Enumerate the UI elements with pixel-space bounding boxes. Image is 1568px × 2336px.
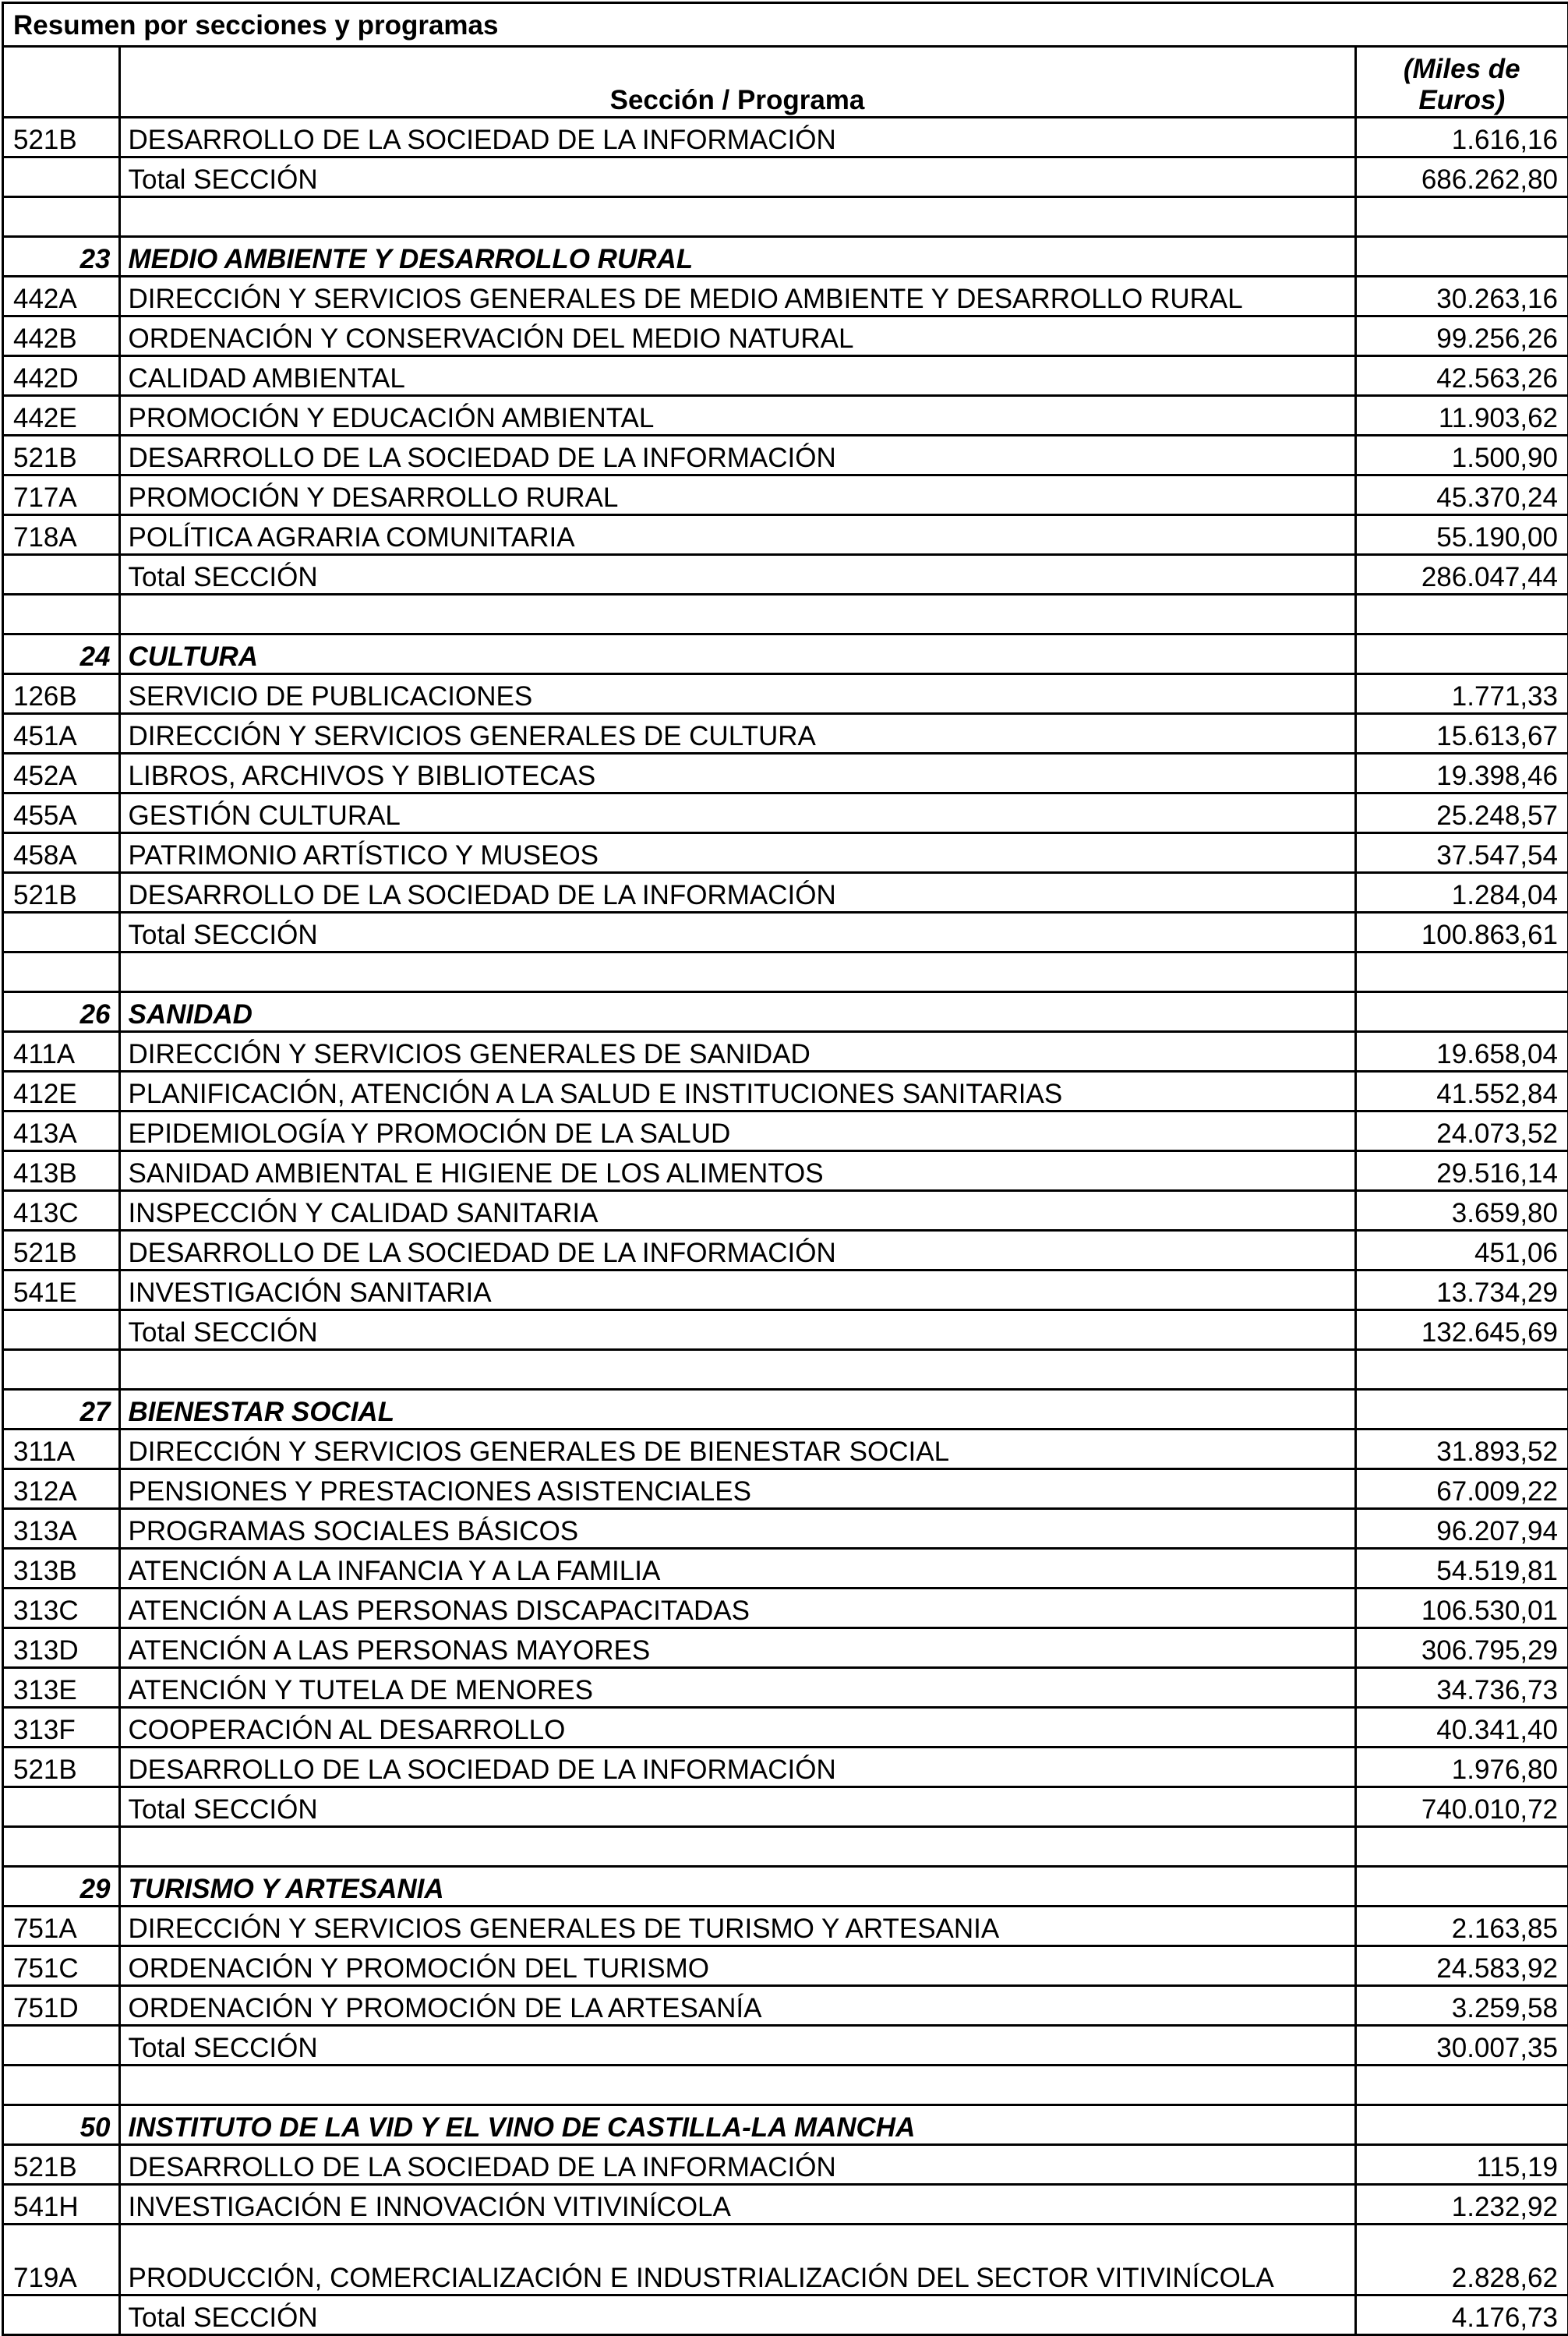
section-total-row bbox=[4, 555, 1567, 595]
total-label: Total SECCIÓN bbox=[119, 1787, 1355, 1827]
program-code bbox=[4, 1787, 119, 1827]
program-name: PROGRAMAS SOCIALES BÁSICOS bbox=[119, 1509, 1355, 1549]
empty-cell bbox=[1355, 1350, 1567, 1390]
program-code: 312A bbox=[4, 1469, 119, 1509]
program-code: 26 bbox=[4, 992, 119, 1032]
budget-table bbox=[4, 48, 1567, 2336]
program-amount: 34.736,73 bbox=[1355, 1668, 1567, 1708]
program-name: PROMOCIÓN Y DESARROLLO RURAL bbox=[119, 475, 1355, 515]
program-row bbox=[4, 1708, 1567, 1748]
program-code: 411A bbox=[4, 1032, 119, 1072]
header-code-cell bbox=[4, 48, 119, 118]
total-label: Total SECCIÓN bbox=[119, 913, 1355, 952]
empty-cell bbox=[1355, 595, 1567, 634]
program-code bbox=[4, 157, 119, 197]
program-name: DESARROLLO DE LA SOCIEDAD DE LA INFORMACIÓN bbox=[119, 118, 1355, 157]
program-row bbox=[4, 1469, 1567, 1509]
program-row bbox=[4, 1628, 1567, 1668]
program-name: LIBROS, ARCHIVOS Y BIBLIOTECAS bbox=[119, 754, 1355, 793]
program-name: PENSIONES Y PRESTACIONES ASISTENCIALES bbox=[119, 1469, 1355, 1509]
program-code: 311A bbox=[4, 1430, 119, 1469]
total-amount: 132.645,69 bbox=[1355, 1310, 1567, 1350]
program-code: 313D bbox=[4, 1628, 119, 1668]
section-header-row bbox=[4, 2105, 1567, 2145]
program-code: 126B bbox=[4, 674, 119, 714]
program-code: 413C bbox=[4, 1191, 119, 1231]
program-row bbox=[4, 674, 1567, 714]
program-amount bbox=[1355, 992, 1567, 1032]
empty-cell bbox=[4, 1350, 119, 1390]
header-section-program: Sección / Programa bbox=[119, 48, 1355, 118]
program-amount: 115,19 bbox=[1355, 2145, 1567, 2185]
program-code: 717A bbox=[4, 475, 119, 515]
program-code: 313C bbox=[4, 1589, 119, 1628]
section-name: SANIDAD bbox=[119, 992, 1355, 1032]
program-name: SANIDAD AMBIENTAL E HIGIENE DE LOS ALIMENTOS bbox=[119, 1151, 1355, 1191]
program-amount: 1.232,92 bbox=[1355, 2185, 1567, 2225]
program-amount: 1.284,04 bbox=[1355, 873, 1567, 913]
program-row bbox=[4, 1151, 1567, 1191]
program-amount: 1.976,80 bbox=[1355, 1748, 1567, 1787]
program-code: 521B bbox=[4, 1748, 119, 1787]
empty-cell bbox=[1355, 1827, 1567, 1867]
empty-cell bbox=[1355, 197, 1567, 237]
program-amount: 11.903,62 bbox=[1355, 396, 1567, 436]
section-total-row bbox=[4, 2295, 1567, 2335]
program-amount: 1.500,90 bbox=[1355, 436, 1567, 475]
program-code: 455A bbox=[4, 793, 119, 833]
program-name: PATRIMONIO ARTÍSTICO Y MUSEOS bbox=[119, 833, 1355, 873]
program-amount bbox=[1355, 634, 1567, 674]
program-code: 521B bbox=[4, 873, 119, 913]
section-name: MEDIO AMBIENTE Y DESARROLLO RURAL bbox=[119, 237, 1355, 277]
program-name: PROMOCIÓN Y EDUCACIÓN AMBIENTAL bbox=[119, 396, 1355, 436]
program-code: 442A bbox=[4, 277, 119, 316]
program-row bbox=[4, 1430, 1567, 1469]
program-name: INVESTIGACIÓN SANITARIA bbox=[119, 1270, 1355, 1310]
empty-cell bbox=[4, 952, 119, 992]
blank-row bbox=[4, 2066, 1567, 2105]
program-amount: 3.659,80 bbox=[1355, 1191, 1567, 1231]
program-code bbox=[4, 555, 119, 595]
blank-row bbox=[4, 1827, 1567, 1867]
section-name: BIENESTAR SOCIAL bbox=[119, 1390, 1355, 1430]
program-amount: 451,06 bbox=[1355, 1231, 1567, 1270]
program-amount bbox=[1355, 2105, 1567, 2145]
program-row bbox=[4, 1032, 1567, 1072]
program-row bbox=[4, 2185, 1567, 2225]
total-amount: 286.047,44 bbox=[1355, 555, 1567, 595]
section-name: INSTITUTO DE LA VID Y EL VINO DE CASTILLA-LA MANCHA bbox=[119, 2105, 1355, 2145]
program-code: 458A bbox=[4, 833, 119, 873]
program-code: 442E bbox=[4, 396, 119, 436]
program-code: 313F bbox=[4, 1708, 119, 1748]
program-code: 23 bbox=[4, 237, 119, 277]
empty-cell bbox=[119, 1827, 1355, 1867]
program-row bbox=[4, 1191, 1567, 1231]
program-row bbox=[4, 1270, 1567, 1310]
program-row bbox=[4, 118, 1567, 157]
program-name: EPIDEMIOLOGÍA Y PROMOCIÓN DE LA SALUD bbox=[119, 1111, 1355, 1151]
program-name: DESARROLLO DE LA SOCIEDAD DE LA INFORMACIÓN bbox=[119, 1748, 1355, 1787]
program-code: 413B bbox=[4, 1151, 119, 1191]
program-row bbox=[4, 1986, 1567, 2026]
total-amount: 740.010,72 bbox=[1355, 1787, 1567, 1827]
program-amount: 306.795,29 bbox=[1355, 1628, 1567, 1668]
empty-cell bbox=[119, 952, 1355, 992]
program-name: GESTIÓN CULTURAL bbox=[119, 793, 1355, 833]
program-row bbox=[4, 396, 1567, 436]
total-amount: 100.863,61 bbox=[1355, 913, 1567, 952]
program-code: 412E bbox=[4, 1072, 119, 1111]
program-amount: 45.370,24 bbox=[1355, 475, 1567, 515]
program-row bbox=[4, 1072, 1567, 1111]
program-code: 29 bbox=[4, 1867, 119, 1907]
program-row bbox=[4, 515, 1567, 555]
program-amount: 54.519,81 bbox=[1355, 1549, 1567, 1589]
program-name: DIRECCIÓN Y SERVICIOS GENERALES DE SANIDAD bbox=[119, 1032, 1355, 1072]
section-total-row bbox=[4, 913, 1567, 952]
blank-row bbox=[4, 197, 1567, 237]
program-row bbox=[4, 2225, 1567, 2295]
program-row bbox=[4, 714, 1567, 754]
program-code bbox=[4, 2295, 119, 2335]
program-amount: 30.263,16 bbox=[1355, 277, 1567, 316]
total-label: Total SECCIÓN bbox=[119, 555, 1355, 595]
program-code: 50 bbox=[4, 2105, 119, 2145]
program-code: 541H bbox=[4, 2185, 119, 2225]
program-name: SERVICIO DE PUBLICACIONES bbox=[119, 674, 1355, 714]
empty-cell bbox=[4, 595, 119, 634]
section-header-row bbox=[4, 992, 1567, 1032]
program-row bbox=[4, 1231, 1567, 1270]
program-row bbox=[4, 1589, 1567, 1628]
blank-row bbox=[4, 952, 1567, 992]
sheet-title: Resumen por secciones y programas bbox=[4, 4, 1567, 48]
program-amount bbox=[1355, 1867, 1567, 1907]
section-header-row bbox=[4, 634, 1567, 674]
table-header-row bbox=[4, 48, 1567, 118]
program-name: ORDENACIÓN Y CONSERVACIÓN DEL MEDIO NATURAL bbox=[119, 316, 1355, 356]
total-label: Total SECCIÓN bbox=[119, 157, 1355, 197]
program-name: INVESTIGACIÓN E INNOVACIÓN VITIVINÍCOLA bbox=[119, 2185, 1355, 2225]
program-code: 718A bbox=[4, 515, 119, 555]
blank-row bbox=[4, 1350, 1567, 1390]
program-code: 313B bbox=[4, 1549, 119, 1589]
total-label: Total SECCIÓN bbox=[119, 1310, 1355, 1350]
program-amount: 3.259,58 bbox=[1355, 1986, 1567, 2026]
program-amount: 24.583,92 bbox=[1355, 1946, 1567, 1986]
program-row bbox=[4, 1549, 1567, 1589]
program-code: 27 bbox=[4, 1390, 119, 1430]
empty-cell bbox=[4, 2066, 119, 2105]
program-row bbox=[4, 873, 1567, 913]
program-amount bbox=[1355, 1390, 1567, 1430]
program-amount: 42.563,26 bbox=[1355, 356, 1567, 396]
program-amount: 24.073,52 bbox=[1355, 1111, 1567, 1151]
program-name: ATENCIÓN A LA INFANCIA Y A LA FAMILIA bbox=[119, 1549, 1355, 1589]
program-code: 521B bbox=[4, 118, 119, 157]
section-name: CULTURA bbox=[119, 634, 1355, 674]
program-name: DESARROLLO DE LA SOCIEDAD DE LA INFORMACIÓN bbox=[119, 2145, 1355, 2185]
empty-cell bbox=[1355, 2066, 1567, 2105]
program-code: 719A bbox=[4, 2225, 119, 2295]
program-row bbox=[4, 1907, 1567, 1946]
program-code: 451A bbox=[4, 714, 119, 754]
blank-row bbox=[4, 595, 1567, 634]
program-name: ATENCIÓN A LAS PERSONAS DISCAPACITADAS bbox=[119, 1589, 1355, 1628]
program-row bbox=[4, 833, 1567, 873]
program-name: DIRECCIÓN Y SERVICIOS GENERALES DE CULTURA bbox=[119, 714, 1355, 754]
program-code: 751D bbox=[4, 1986, 119, 2026]
program-amount: 37.547,54 bbox=[1355, 833, 1567, 873]
section-total-row bbox=[4, 1310, 1567, 1350]
program-row bbox=[4, 475, 1567, 515]
empty-cell bbox=[119, 595, 1355, 634]
program-name: ATENCIÓN A LAS PERSONAS MAYORES bbox=[119, 1628, 1355, 1668]
program-row bbox=[4, 1111, 1567, 1151]
header-units: (Miles de Euros) bbox=[1355, 48, 1567, 118]
budget-table-body bbox=[4, 48, 1567, 2335]
program-name: DESARROLLO DE LA SOCIEDAD DE LA INFORMACIÓN bbox=[119, 436, 1355, 475]
program-amount: 106.530,01 bbox=[1355, 1589, 1567, 1628]
program-amount: 99.256,26 bbox=[1355, 316, 1567, 356]
program-code: 521B bbox=[4, 2145, 119, 2185]
program-amount: 13.734,29 bbox=[1355, 1270, 1567, 1310]
total-amount: 30.007,35 bbox=[1355, 2026, 1567, 2066]
program-amount: 19.398,46 bbox=[1355, 754, 1567, 793]
empty-cell bbox=[1355, 952, 1567, 992]
budget-summary-sheet bbox=[2, 2, 1568, 2336]
program-amount: 15.613,67 bbox=[1355, 714, 1567, 754]
program-code bbox=[4, 2026, 119, 2066]
program-row bbox=[4, 316, 1567, 356]
program-row bbox=[4, 754, 1567, 793]
program-name: PRODUCCIÓN, COMERCIALIZACIÓN E INDUSTRIALIZACIÓN DEL SECTOR VITIVINÍCOLA bbox=[119, 2225, 1355, 2295]
program-name: COOPERACIÓN AL DESARROLLO bbox=[119, 1708, 1355, 1748]
section-total-row bbox=[4, 157, 1567, 197]
program-amount: 96.207,94 bbox=[1355, 1509, 1567, 1549]
program-code bbox=[4, 913, 119, 952]
program-code: 452A bbox=[4, 754, 119, 793]
program-name: DIRECCIÓN Y SERVICIOS GENERALES DE BIENESTAR SOCIAL bbox=[119, 1430, 1355, 1469]
program-code: 313E bbox=[4, 1668, 119, 1708]
program-code bbox=[4, 1310, 119, 1350]
program-name: DESARROLLO DE LA SOCIEDAD DE LA INFORMACIÓN bbox=[119, 873, 1355, 913]
program-row bbox=[4, 1946, 1567, 1986]
program-name: CALIDAD AMBIENTAL bbox=[119, 356, 1355, 396]
empty-cell bbox=[4, 197, 119, 237]
program-amount: 40.341,40 bbox=[1355, 1708, 1567, 1748]
program-name: INSPECCIÓN Y CALIDAD SANITARIA bbox=[119, 1191, 1355, 1231]
program-name: DIRECCIÓN Y SERVICIOS GENERALES DE MEDIO AMBIENTE Y DESARROLLO RURAL bbox=[119, 277, 1355, 316]
empty-cell bbox=[4, 1827, 119, 1867]
program-code: 313A bbox=[4, 1509, 119, 1549]
section-name: TURISMO Y ARTESANIA bbox=[119, 1867, 1355, 1907]
program-amount: 1.616,16 bbox=[1355, 118, 1567, 157]
program-name: POLÍTICA AGRARIA COMUNITARIA bbox=[119, 515, 1355, 555]
program-amount: 41.552,84 bbox=[1355, 1072, 1567, 1111]
program-amount bbox=[1355, 237, 1567, 277]
program-amount: 31.893,52 bbox=[1355, 1430, 1567, 1469]
program-code: 541E bbox=[4, 1270, 119, 1310]
section-header-row bbox=[4, 237, 1567, 277]
section-total-row bbox=[4, 1787, 1567, 1827]
program-code: 24 bbox=[4, 634, 119, 674]
program-code: 521B bbox=[4, 436, 119, 475]
empty-cell bbox=[119, 197, 1355, 237]
program-amount: 55.190,00 bbox=[1355, 515, 1567, 555]
program-code: 413A bbox=[4, 1111, 119, 1151]
program-row bbox=[4, 2145, 1567, 2185]
program-amount: 2.163,85 bbox=[1355, 1907, 1567, 1946]
program-name: ORDENACIÓN Y PROMOCIÓN DEL TURISMO bbox=[119, 1946, 1355, 1986]
program-code: 521B bbox=[4, 1231, 119, 1270]
program-name: ATENCIÓN Y TUTELA DE MENORES bbox=[119, 1668, 1355, 1708]
program-code: 751C bbox=[4, 1946, 119, 1986]
program-amount: 67.009,22 bbox=[1355, 1469, 1567, 1509]
program-row bbox=[4, 436, 1567, 475]
program-name: DESARROLLO DE LA SOCIEDAD DE LA INFORMACIÓN bbox=[119, 1231, 1355, 1270]
total-label: Total SECCIÓN bbox=[119, 2295, 1355, 2335]
program-row bbox=[4, 793, 1567, 833]
program-row bbox=[4, 1748, 1567, 1787]
program-code: 442D bbox=[4, 356, 119, 396]
empty-cell bbox=[119, 2066, 1355, 2105]
program-code: 442B bbox=[4, 316, 119, 356]
program-code: 751A bbox=[4, 1907, 119, 1946]
program-amount: 1.771,33 bbox=[1355, 674, 1567, 714]
section-total-row bbox=[4, 2026, 1567, 2066]
program-name: ORDENACIÓN Y PROMOCIÓN DE LA ARTESANÍA bbox=[119, 1986, 1355, 2026]
program-row bbox=[4, 356, 1567, 396]
program-amount: 19.658,04 bbox=[1355, 1032, 1567, 1072]
program-name: DIRECCIÓN Y SERVICIOS GENERALES DE TURISMO Y ARTESANIA bbox=[119, 1907, 1355, 1946]
section-header-row bbox=[4, 1390, 1567, 1430]
program-row bbox=[4, 1509, 1567, 1549]
section-header-row bbox=[4, 1867, 1567, 1907]
program-amount: 2.828,62 bbox=[1355, 2225, 1567, 2295]
program-row bbox=[4, 277, 1567, 316]
program-name: PLANIFICACIÓN, ATENCIÓN A LA SALUD E INSTITUCIONES SANITARIAS bbox=[119, 1072, 1355, 1111]
total-amount: 686.262,80 bbox=[1355, 157, 1567, 197]
total-label: Total SECCIÓN bbox=[119, 2026, 1355, 2066]
empty-cell bbox=[119, 1350, 1355, 1390]
total-amount: 4.176,73 bbox=[1355, 2295, 1567, 2335]
program-amount: 29.516,14 bbox=[1355, 1151, 1567, 1191]
program-amount: 25.248,57 bbox=[1355, 793, 1567, 833]
program-row bbox=[4, 1668, 1567, 1708]
